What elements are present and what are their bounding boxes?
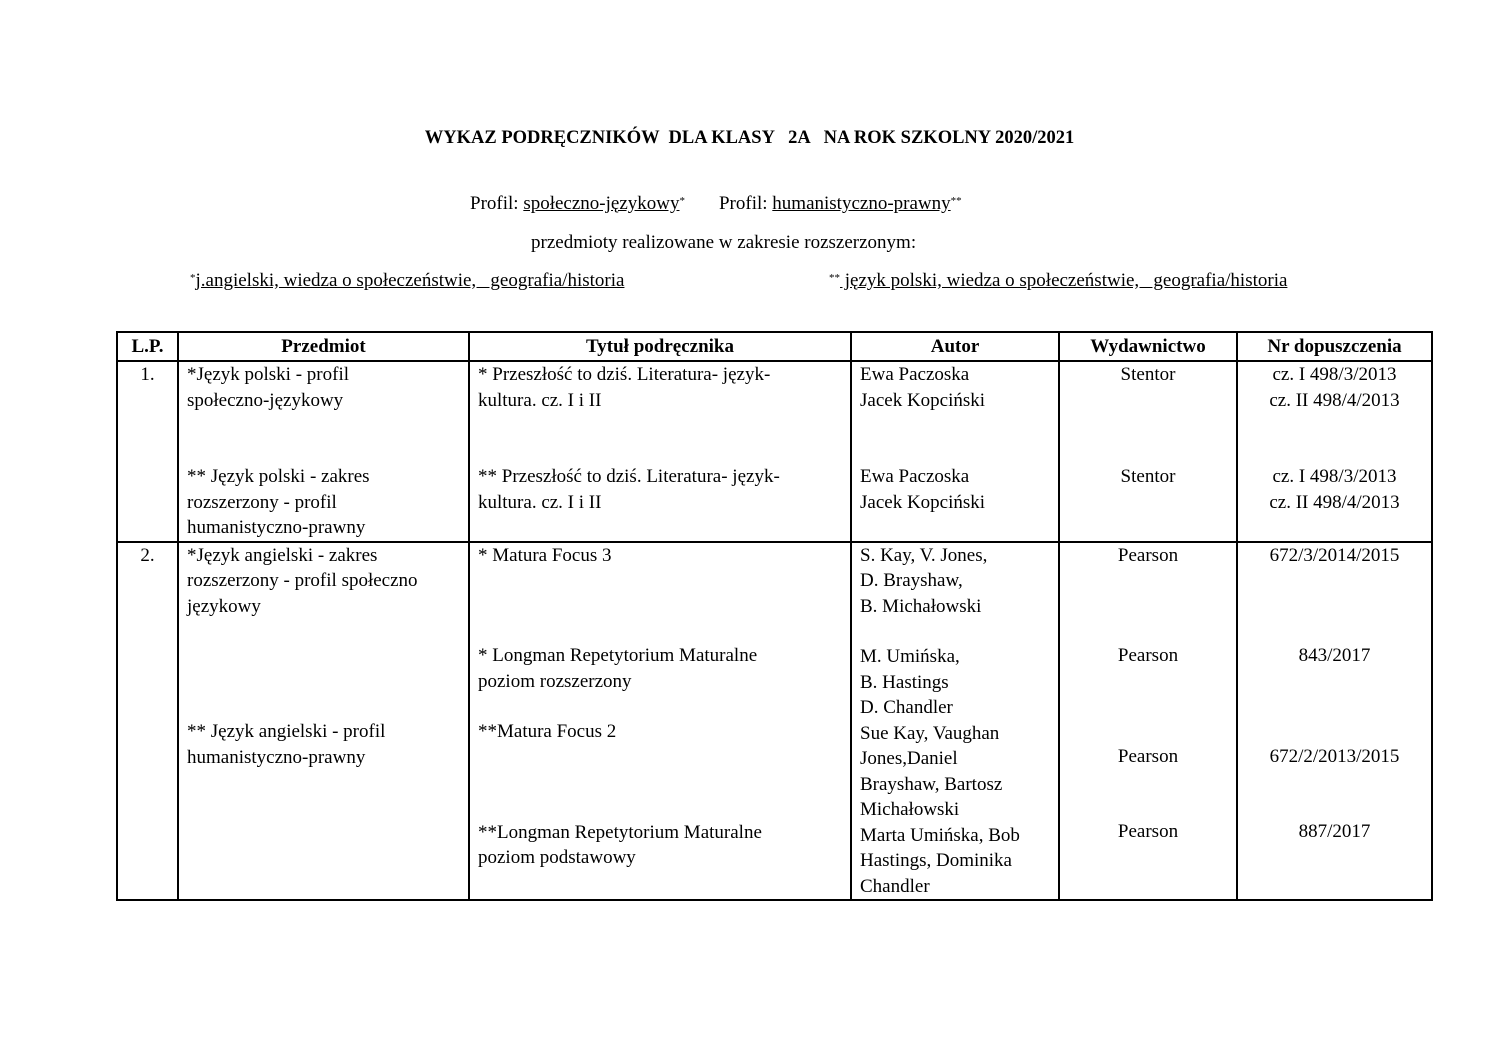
header-approval-number: Nr dopuszczenia	[1237, 332, 1432, 361]
subtitle: przedmioty realizowane w zakresie rozszerzonym:	[531, 232, 917, 253]
author-cell: S. Kay, V. Jones, D. Brayshaw, B. Michałowski M. Umińska, B. Hastings D. Chandler Sue Kay, Vaughan Jones,Daniel Brayshaw, Bartosz Michałowski Marta Umińska, Bob Hastings, Dominika Chandler	[851, 542, 1059, 901]
row-lp: 1.	[117, 361, 178, 542]
table-header-row	[117, 332, 1432, 361]
subject-cell: *Język angielski - zakres rozszerzony - profil społeczno językowy ** Język angielski - profil humanistyczno-prawny	[178, 542, 469, 901]
header-publisher: Wydawnictwo	[1059, 332, 1237, 361]
approval-number-cell: 672/3/2014/2015 843/2017 672/2/2013/2015 887/2017	[1237, 542, 1432, 901]
profile-1-name: społeczno-językowy	[523, 193, 680, 214]
header-author: Autor	[851, 332, 1059, 361]
page-title: WYKAZ PODRĘCZNIKÓW DLA KLASY 2A NA ROK SZKOLNY 2020/2021	[424, 128, 1075, 148]
approval-number-cell: cz. I 498/3/2013 cz. II 498/4/2013 cz. I 498/3/2013 cz. II 498/4/2013	[1237, 361, 1432, 542]
publisher-cell: Stentor Stentor	[1059, 361, 1237, 542]
profile-2-name: humanistyczno-prawny	[772, 193, 951, 214]
publisher-cell: Pearson Pearson Pearson Pearson	[1059, 542, 1237, 901]
author-cell: Ewa Paczoska Jacek Kopciński Ewa Paczoska Jacek Kopciński	[851, 361, 1059, 542]
title-cell: * Matura Focus 3 * Longman Repetytorium Maturalne poziom rozszerzony **Matura Focus 2 **Longman Repetytorium Maturalne poziom podstawowy	[469, 542, 851, 901]
header-lp: L.P.	[117, 332, 178, 361]
textbook-table	[116, 331, 1433, 901]
extended-subjects-2: ** język polski, wiedza o społeczeństwie, geografia/historia	[829, 270, 1288, 291]
table-row	[117, 361, 1432, 542]
table-row	[117, 542, 1432, 901]
subject-cell: *Język polski - profil społeczno-językowy ** Język polski - zakres rozszerzony - profil humanistyczno-prawny	[178, 361, 469, 542]
header-subject: Przedmiot	[178, 332, 469, 361]
profiles-line: Profil: społeczno-językowy* Profil: humanistyczno-prawny**	[470, 193, 962, 214]
extended-subjects-1: *j.angielski, wiedza o społeczeństwie, geografia/historia	[190, 270, 625, 291]
title-cell: * Przeszłość to dziś. Literatura- język- kultura. cz. I i II ** Przeszłość to dziś. Literatura- język- kultura. cz. I i II	[469, 361, 851, 542]
row-lp: 2.	[117, 542, 178, 901]
header-title: Tytuł podręcznika	[469, 332, 851, 361]
